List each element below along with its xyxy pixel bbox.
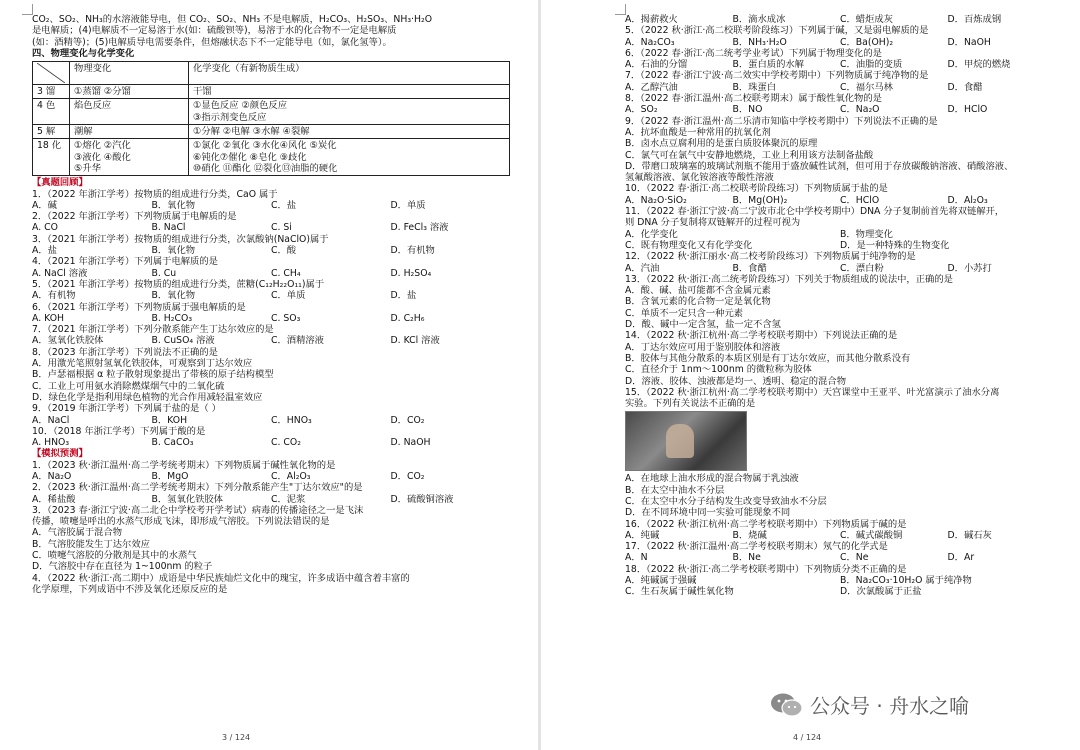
option: B．气溶胶能发生丁达尔效应 bbox=[32, 538, 150, 550]
option: A．有机物 bbox=[32, 290, 76, 302]
option: A．N bbox=[625, 552, 648, 564]
question: 12．（2022 秋·浙江丽水·高二校考阶段练习）下列物质属于纯净物的是 bbox=[625, 251, 916, 263]
option: A．酸、碱、盐可能都不含金属元素 bbox=[625, 285, 771, 297]
question: 1．（2023 秋·浙江温州·高二学考统考期末）下列物质属于碱性氧化物的是 bbox=[32, 459, 336, 471]
option: A．用激光笔照射氢氧化铁胶体，可观察到丁达尔效应 bbox=[32, 358, 253, 370]
question: 4．（2022 秋·浙江·高二期中）成语是中华民族灿烂文化中的瑰宝，许多成语中蕴含着丰富的 bbox=[32, 572, 410, 584]
wechat-logo-icon bbox=[770, 692, 804, 718]
options-row bbox=[32, 200, 510, 211]
question: 17．（2022 秋·浙江温州·高二学考校联考期末）氖气的化学式是 bbox=[625, 541, 888, 553]
page-4-content bbox=[625, 14, 1055, 598]
question: 5．（2022 秋·浙江·高二校联考阶段练习）下列属于碱，又是弱电解质的是 bbox=[625, 25, 929, 37]
table-cell: ①蒸馏 ②分馏 bbox=[70, 85, 189, 99]
option: C．单质不一定只含一种元素 bbox=[625, 307, 744, 319]
option: A. NaCl 溶液 bbox=[32, 267, 88, 279]
option: C．蜡炬成灰 bbox=[840, 14, 893, 25]
diagonal-line-icon bbox=[37, 63, 65, 83]
option: B．胶体与其他分散系的本质区别是有丁达尔效应，而其他分散系没有 bbox=[625, 352, 911, 364]
option: B．Ne bbox=[732, 552, 761, 564]
option: C．Na₂O bbox=[840, 104, 880, 116]
option: B．物理变化 bbox=[840, 228, 893, 240]
intro-line: (如：酒精等)；(5)电解质导电需要条件，但熔融状态下不一定能导电（如，氯化氢等）。 bbox=[32, 36, 392, 48]
question: 16．（2022 秋·浙江杭州·高二学考校联考期中）下列物质属于碱的是 bbox=[625, 518, 907, 530]
options-row bbox=[625, 586, 1055, 597]
option: B．滴水成冰 bbox=[732, 14, 786, 25]
option: C．单质 bbox=[271, 290, 306, 302]
page-3-content bbox=[32, 14, 510, 595]
options-row bbox=[32, 494, 510, 505]
option: D．盐 bbox=[390, 290, 417, 302]
table-cell-line: ⑤升华 bbox=[74, 162, 101, 174]
option: C．酸 bbox=[271, 245, 297, 257]
option: A. KOH bbox=[32, 312, 65, 324]
space-station-photo bbox=[625, 411, 747, 471]
option: D．CO₂ bbox=[390, 414, 425, 426]
option: C．氯气可在氯气中安静地燃烧，工业上利用该方法制备盐酸 bbox=[625, 149, 874, 161]
options-row bbox=[625, 240, 1055, 251]
option: B．食醋 bbox=[732, 262, 767, 274]
question: 化学原理，下列成语中不涉及氧化还原反应的是 bbox=[32, 583, 228, 595]
option: A．气溶胶属于混合物 bbox=[32, 527, 123, 539]
table-cell-line: ①氯化 ②氧化 ③水化④风化 ⑤炭化 bbox=[193, 140, 337, 152]
intro-line: CO₂、SO₂、NH₃的水溶液能导电，但 CO₂、SO₂、NH₃ 不是电解质，H₂CO₃、H₂SO₃、NH₃·H₂O bbox=[32, 14, 433, 25]
section-heading: 四、物理变化与化学变化 bbox=[32, 47, 135, 59]
option: D．碱石灰 bbox=[947, 529, 992, 541]
table-cell: ①分解 ②电解 ③水解 ④裂解 bbox=[189, 125, 510, 139]
option: C. SO₃ bbox=[271, 312, 301, 324]
option: B. CaCO₃ bbox=[151, 437, 194, 449]
option: C．既有物理变化又有化学变化 bbox=[625, 239, 753, 251]
question: 5．（2021 年浙江学考）按物质的组成进行分类，蔗糖(C₁₂H₂₂O₁₁)属于 bbox=[32, 278, 325, 290]
question: 14．（2022 秋·浙江杭州·高二学考校联考期中）下列说法正确的是 bbox=[625, 330, 898, 342]
option: C．在太空中水分子结构发生改变导致油水不分层 bbox=[625, 495, 827, 507]
question: 4．（2021 年浙江学考）下列属于电解质的是 bbox=[32, 256, 218, 268]
question: 实验。下列有关说法不正确的是 bbox=[625, 398, 756, 410]
option: C．HNO₃ bbox=[271, 414, 312, 426]
option: C．Ba(OH)₂ bbox=[840, 36, 894, 48]
option: D．Al₂O₃ bbox=[947, 194, 988, 206]
option: D．带磨口玻璃塞的玻璃试剂瓶不能用于盛放碱性试剂，但可用于存放碳酸钠溶液、硝酸溶液、 bbox=[625, 160, 1014, 172]
question: 8．（2023 年浙江学考）下列说法不正确的是 bbox=[32, 346, 218, 358]
option: A．纯碱 bbox=[625, 529, 660, 541]
page-number: 4 / 124 bbox=[793, 733, 822, 742]
option: D．百炼成钢 bbox=[947, 14, 1002, 25]
option: D．溶液、胶体、浊液都是均一、透明、稳定的混合物 bbox=[625, 375, 846, 387]
table-cell: 18 化 bbox=[33, 139, 70, 176]
table-cell-line: ③液化 ④酸化 bbox=[74, 151, 131, 163]
option: B. NaCl bbox=[151, 222, 186, 234]
table-cell: 5 解 bbox=[33, 125, 70, 139]
page-number: 3 / 124 bbox=[222, 733, 251, 742]
options-row bbox=[32, 245, 510, 256]
option: B．卤水点豆腐利用的是蛋白质胶体聚沉的原理 bbox=[625, 138, 818, 150]
question: 9．（2022 春·浙江温州·高二乐清市知临中学校考期中）下列说法不正确的是 bbox=[625, 115, 938, 127]
question: 2．（2022 年浙江学考）下列物质属于电解质的是 bbox=[32, 211, 237, 223]
option: A．盐 bbox=[32, 245, 57, 257]
options-row bbox=[32, 437, 510, 448]
option: A．SO₂ bbox=[625, 104, 658, 116]
option: D. C₂H₆ bbox=[390, 312, 425, 324]
table-cell-line: ①熔化 ②汽化 bbox=[74, 140, 131, 152]
option: B．NH₃·H₂O bbox=[732, 36, 787, 48]
option: D．Ar bbox=[947, 552, 975, 564]
options-row bbox=[625, 37, 1055, 48]
option: A．氢氧化铁胶体 bbox=[32, 335, 104, 347]
intro-line: 是电解质；(4)电解质不一定易溶于水(如：硫酸钡等)，易溶于水的化合物不一定是电解质 bbox=[32, 25, 397, 37]
table-cell-line: ⑥钝化⑦催化 ⑧皂化 ⑨歧化 bbox=[193, 151, 307, 163]
option: D．次氯酸属于正盐 bbox=[840, 586, 922, 598]
question: 1．（2022 年浙江学考）按物质的组成进行分类，CaO 属于 bbox=[32, 188, 278, 200]
option: A．Na₂O·SiO₂ bbox=[625, 194, 687, 206]
options-row bbox=[625, 552, 1055, 563]
change-table bbox=[32, 61, 510, 176]
option: C．直径介于 1nm～100nm 的微粒称为胶体 bbox=[625, 364, 812, 376]
question: 则 DNA 分子复制将双链解开的过程可视为 bbox=[625, 217, 801, 229]
option: C. CH₄ bbox=[271, 267, 301, 279]
document-page-4 bbox=[541, 0, 1080, 750]
option: C．HClO bbox=[840, 194, 880, 206]
option: D. H₂SO₄ bbox=[390, 267, 432, 279]
options-row bbox=[625, 14, 1055, 25]
option: D. FeCl₃ 溶液 bbox=[390, 222, 449, 234]
table-cell: 潮解 bbox=[70, 125, 189, 139]
table-cell: 3 馏 bbox=[33, 85, 70, 99]
options-row bbox=[32, 335, 510, 346]
question: 10．（2022 春·浙江·高二校联考阶段练习）下列物质属于盐的是 bbox=[625, 183, 888, 195]
option: B. CuSO₄ 溶液 bbox=[151, 335, 215, 347]
option: C．盐 bbox=[271, 199, 297, 211]
option: B．烧碱 bbox=[732, 529, 767, 541]
options-row bbox=[625, 104, 1055, 115]
table-cell-line: ⑩硝化 ⑪酯化 ⑫裂化⑬油脂的硬化 bbox=[193, 162, 338, 174]
question: 6．（2022 春·浙江·高二统考学业考试）下列属于物理变化的是 bbox=[625, 47, 882, 59]
options-row bbox=[625, 59, 1055, 70]
option: A．在地球上油水形成的混合物属于乳浊液 bbox=[625, 473, 799, 485]
option: A．NaCl bbox=[32, 414, 70, 426]
table-cell: 焰色反应 bbox=[70, 99, 189, 125]
table-cell bbox=[189, 139, 510, 176]
option: B．氧化物 bbox=[151, 199, 196, 211]
option: C．Ne bbox=[840, 552, 869, 564]
option: A．丁达尔效应可用于鉴别胶体和溶液 bbox=[625, 341, 781, 353]
option: D．小苏打 bbox=[947, 262, 992, 274]
option: B．珠蛋白 bbox=[732, 81, 777, 93]
watermark-text: 公众号 · 舟水之喻 bbox=[810, 694, 970, 718]
option: D．绿色化学是指利用绿色植物的光合作用减轻温室效应 bbox=[32, 391, 263, 403]
table-cell: 干馏 bbox=[189, 85, 510, 99]
options-row bbox=[625, 195, 1055, 206]
option: B. Cu bbox=[151, 267, 177, 279]
table-cell bbox=[189, 99, 510, 125]
option: B．卢瑟福根据 α 粒子散射现象提出了带核的原子结构模型 bbox=[32, 369, 274, 381]
table-header-cell: 化学变化（有新物质生成） bbox=[189, 62, 510, 85]
option: D. KCl 溶液 bbox=[390, 335, 440, 347]
section-mock: 【模拟预测】 bbox=[32, 448, 88, 460]
question: 8．（2022 春·浙江温州·高二校联考期末）属于酸性氧化物的是 bbox=[625, 93, 882, 105]
option: A．稀盐酸 bbox=[32, 493, 76, 505]
option: C．Al₂O₃ bbox=[271, 470, 311, 482]
option: D．是一种特殊的生物变化 bbox=[840, 239, 950, 251]
table-cell bbox=[70, 139, 189, 176]
option: D．硫酸铜溶液 bbox=[390, 493, 454, 505]
option: A．Na₂CO₃ bbox=[625, 36, 675, 48]
question: 2．（2023 秋·浙江温州·高二学考统考期末）下列分散系能产生"丁达尔效应"的是 bbox=[32, 482, 363, 494]
option: B．氧化物 bbox=[151, 290, 196, 302]
option: D．CO₂ bbox=[390, 470, 425, 482]
option: B．NO bbox=[732, 104, 763, 116]
question: 7．（2021 年浙江学考）下列分散系能产生丁达尔效应的是 bbox=[32, 324, 274, 336]
option: C．酒精溶液 bbox=[271, 335, 324, 347]
options-row bbox=[32, 313, 510, 324]
question: 11．（2022 春·浙江宁波·高二宁波市北仑中学校考期中）DNA 分子复制前首先将双链解开， bbox=[625, 206, 1005, 218]
question: 6．（2021 年浙江学考）下列物质属于强电解质的是 bbox=[32, 301, 246, 313]
document-page-3 bbox=[0, 0, 538, 750]
option: C．油脂的变质 bbox=[840, 59, 903, 71]
option: D．气溶胶中存在直径为 1~100nm 的粒子 bbox=[32, 561, 213, 573]
option: B．蛋白质的水解 bbox=[732, 59, 804, 71]
option: A. HNO₃ bbox=[32, 437, 70, 449]
option: A．乙醇汽油 bbox=[625, 81, 678, 93]
options-row bbox=[32, 290, 510, 301]
option: D．甲烷的燃烧 bbox=[947, 59, 1011, 71]
option: A．汽油 bbox=[625, 262, 660, 274]
option: B．氧化物 bbox=[151, 245, 196, 257]
option: B．在太空中油水不分层 bbox=[625, 484, 725, 496]
option: C．碱式碳酸铜 bbox=[840, 529, 903, 541]
option: D．食醋 bbox=[947, 81, 983, 93]
option: C．福尔马林 bbox=[840, 81, 893, 93]
option: D. NaOH bbox=[390, 437, 431, 449]
option: C．喷嚏气溶胶的分散剂是其中的水蒸气 bbox=[32, 550, 197, 562]
option: B．Na₂CO₃·10H₂O 属于纯净物 bbox=[840, 575, 972, 587]
table-cell: 4 色 bbox=[33, 99, 70, 125]
question: 7．（2022 春·浙江宁波·高二效实中学校考期中）下列物质属于纯净物的是 bbox=[625, 70, 929, 82]
option: B．KOH bbox=[151, 414, 188, 426]
options-row bbox=[625, 263, 1055, 274]
option: 氢氟酸溶液、氯化铵溶液等酸性溶液 bbox=[625, 172, 774, 184]
option: C. Si bbox=[271, 222, 292, 234]
question: 3．（2023 春·浙江宁波·高二北仑中学校考开学考试）病毒的传播途径之一是飞沫 bbox=[32, 504, 364, 516]
option: B．氢氧化铁胶体 bbox=[151, 493, 223, 505]
options-row bbox=[625, 530, 1055, 541]
option: A．石油的分馏 bbox=[625, 59, 688, 71]
option: C．工业上可用氨水消除燃煤烟气中的二氧化硫 bbox=[32, 380, 225, 392]
option: A．抗坏血酸是一种常用的抗氧化剂 bbox=[625, 126, 771, 138]
watermark bbox=[770, 690, 969, 719]
option: C．漂白粉 bbox=[840, 262, 884, 274]
options-row bbox=[625, 82, 1055, 93]
question: 15．（2022 秋·浙江杭州·高二学考校联考期中）天宫课堂中王亚平、叶光富演示了油水分离 bbox=[625, 386, 1000, 398]
question: 10．（2018 年浙江学考）下列属于酸的是 bbox=[32, 425, 206, 437]
options-row bbox=[32, 268, 510, 279]
question: 18．（2022 秋·浙江·高二学考校联考期中）下列物质分类不正确的是 bbox=[625, 563, 907, 575]
option: D．单质 bbox=[390, 199, 426, 211]
option: B．含氧元素的化合物一定是氧化物 bbox=[625, 296, 771, 308]
option: A．Na₂O bbox=[32, 470, 72, 482]
option: A．揭薪救火 bbox=[625, 14, 678, 25]
section-real-exam: 【真题回顾】 bbox=[32, 177, 88, 189]
option: C．泥浆 bbox=[271, 493, 306, 505]
table-cell-line: ③指示剂变色反应 bbox=[193, 111, 267, 123]
option: A．化学变化 bbox=[625, 228, 678, 240]
options-row bbox=[32, 222, 510, 233]
question: 9．（2019 年浙江学考）下列属于盐的是（ ） bbox=[32, 403, 221, 415]
option: B. H₂CO₃ bbox=[151, 312, 193, 324]
option: D．HClO bbox=[947, 104, 988, 116]
table-header-cell: 物理变化 bbox=[70, 62, 189, 85]
option: B．Mg(OH)₂ bbox=[732, 194, 788, 206]
options-row bbox=[32, 471, 510, 482]
options-row bbox=[625, 575, 1055, 586]
option: A．碱 bbox=[32, 199, 57, 211]
option: D．在不同环境中同一实验可能现象不同 bbox=[625, 507, 791, 519]
options-row bbox=[32, 415, 510, 426]
option: A. CO bbox=[32, 222, 58, 234]
option: D．酸、碱中一定含氢，盐一定不含氢 bbox=[625, 319, 781, 331]
option: C．生石灰属于碱性氧化物 bbox=[625, 586, 734, 598]
question: 传播，喷嚏是呼出的水蒸气形成飞沫，即形成气溶胶。下列说法错误的是 bbox=[32, 516, 330, 528]
option: B．MgO bbox=[151, 470, 189, 482]
table-cell-line: ①显色反应 ②颜色反应 bbox=[193, 100, 287, 112]
option: D．有机物 bbox=[390, 245, 435, 257]
option: D．NaOH bbox=[947, 36, 991, 48]
option: C. CO₂ bbox=[271, 437, 301, 449]
table-corner-cell bbox=[33, 62, 70, 85]
options-row bbox=[625, 229, 1055, 240]
option: A．纯碱属于强碱 bbox=[625, 575, 697, 587]
question: 3．（2021 年浙江学考）按物质的组成进行分类，次氯酸钠(NaClO)属于 bbox=[32, 233, 329, 245]
question: 13．（2022 秋·浙江·高二统考阶段练习）下列关于物质组成的说法中，正确的是 bbox=[625, 273, 953, 285]
